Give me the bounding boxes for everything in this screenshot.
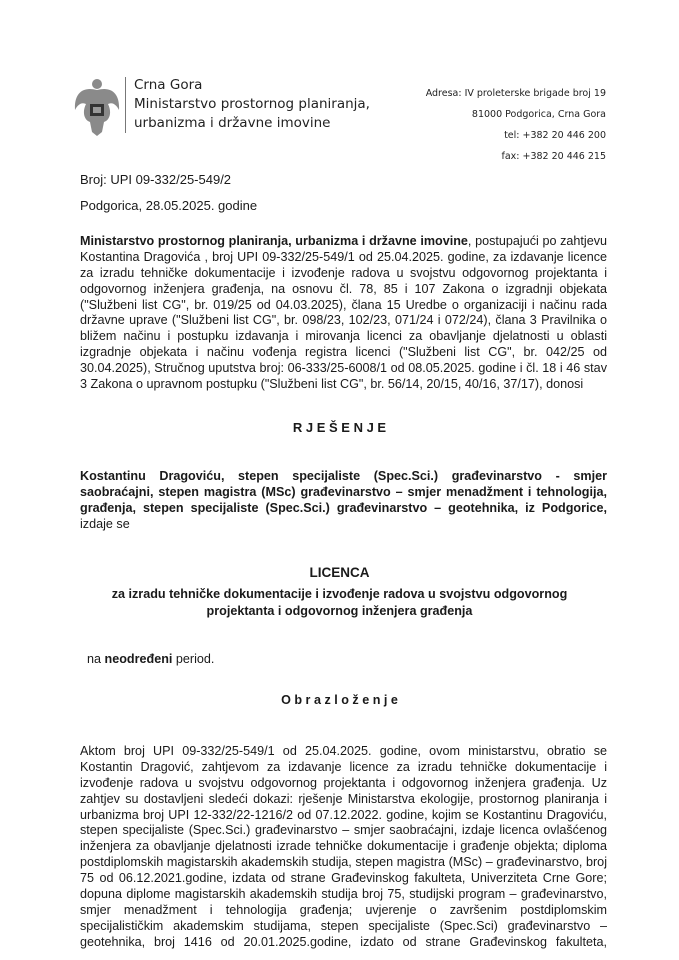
intro-line: 3 Zakona o upravnom postupku ("Službeni list CG", br. 56/14, 20/15, 40/16, 37/17), donosi xyxy=(80,377,584,392)
header-divider xyxy=(125,77,126,133)
address-block xyxy=(426,83,606,167)
org-line: urbanizma i državne imovine xyxy=(134,115,331,131)
intro-line: odgovornog inženjera građenja, na osnovu čl. 78, 85 i 107 Zakona o izgradnji objekata xyxy=(80,281,607,296)
recipient-line: saobraćajni, stepen magistra (MSc) građevinarstvo – smjer menadžment i tehnologija, xyxy=(80,484,607,499)
reasoning-line: Aktom broj UPI 09-332/25-549/1 od 25.04.2025. godine, ovom ministarstvu, obratio se xyxy=(80,744,607,758)
reasoning-line: zahtjev su dostavljeni sledeći dokazi: rješenje Ministarstva ekologije, prostornog planiranja i xyxy=(80,791,607,806)
reasoning-line: 75 od 06.12.2021.godine, izdata od strane Građevinskog fakulteta, Univerziteta Crne Gore; xyxy=(80,871,607,886)
recipient-line: Kostantinu Dragoviću, stepen specijaliste (Spec.Sci.) građevinarstvo - smjer xyxy=(80,469,607,483)
recipient-tail: izdaje se xyxy=(80,516,130,531)
org-line: Ministarstvo prostornog planiranja, xyxy=(134,96,370,112)
address-line: Adresa: IV proleterske brigade broj 19 xyxy=(425,88,606,99)
intro-line xyxy=(80,234,607,250)
reasoning-title: O b r a z l o ž e n j e xyxy=(281,693,398,707)
license-subtitle-line: za izradu tehničke dokumentacije i izvođenje radova u svojstvu odgovornog xyxy=(111,587,568,601)
intro-line: državne uprave ("Službeni list CG", br. 098/23, 102/23, 071/24 i 072/24), člana 3 Pravilnika o xyxy=(80,313,607,328)
period-post: period. xyxy=(172,652,215,666)
license-subtitle xyxy=(0,586,679,620)
reasoning-line: Kostantin Dragović, zahtjevom za izdavanje licence za izradu tehničke dokumentacije i xyxy=(80,759,607,774)
intro-paragraph xyxy=(80,234,607,393)
intro-line: ("Službeni list CG", br. 019/25 od 04.03.2025), člana 15 Uredbe o organizaciji i načinu rada xyxy=(80,297,607,312)
reasoning-line: geotehnika, broj 1416 od 20.01.2025.godine, izdato od strane Građevinskog fakulteta, xyxy=(80,934,607,949)
document-number: Broj: UPI 09-332/25-549/2 xyxy=(80,172,232,187)
address-line: 81000 Podgorica, Crna Gora xyxy=(471,109,606,120)
coat-of-arms-logo xyxy=(72,76,122,140)
reasoning-line: urbanizma broj UPI 12-332/22-1216/2 od 07.12.2022. godine, kojim se Kostantinu Dragoviću, xyxy=(80,807,607,822)
reasoning-line: specijalističkim akademskim studijama, stepen specijaliste (Spec.Sci) građevinarstvo – xyxy=(80,918,607,933)
license-subtitle-line: projektanta i odgovornog inženjera građenja xyxy=(206,604,473,618)
decision-title: R J E Š E N J E xyxy=(292,420,387,435)
intro-line: Kostantina Dragovića , broj UPI 09-332/25-549/1 od 25.04.2025. godine, za izdavanje licence xyxy=(80,249,607,264)
reasoning-line: inženjera za obavljanje djelatnosti izrade tehničke dokumentacije i građenje objekta; diploma xyxy=(80,839,607,854)
reasoning-line: izvođenje radova u svojstvu odgovornog projektanta i odgovornog inženjera građenja. Uz xyxy=(80,775,607,790)
fax-line: fax: +382 20 446 215 xyxy=(501,151,606,162)
license-period xyxy=(87,652,214,666)
organization-name xyxy=(134,76,370,133)
reasoning-line: smjer menadžment i tehnologija građenja; uvjerenje o završenim postdiplomskim xyxy=(80,902,607,917)
intro-line: za izradu tehničke dokumentacije i izvođenje radova u svojstvu odgovornog projektanta i xyxy=(80,265,607,280)
intro-text: , postupajući po zahtjevu xyxy=(467,234,608,248)
recipient-line: građenja, stepen specijaliste (Spec.Sci.) građevinarstvo – geotehnika, iz Podgorice, xyxy=(80,500,607,515)
reasoning-paragraph xyxy=(80,743,607,950)
intro-line: 30.04.2025), Stručnog uputstva broj: 06-333/25-6008/1 od 08.05.2025. godine i čl. 18 i 46 stav xyxy=(80,361,607,376)
ministry-name: Ministarstvo prostornog planiranja, urbanizma i državne imovine xyxy=(80,234,468,248)
period-pre: na xyxy=(87,652,105,666)
intro-line: izgradnje objekata i načinu vođenja registra licenci ("Službeni list CG", br. 042/25 od xyxy=(80,345,607,360)
intro-line: bližem načinu i postupku izdavanja i mirovanja licenci za obavljanje djelatnosti u oblasti xyxy=(80,329,607,344)
reasoning-line: stepen specijaliste (Spec.Sci.) građevinarstvo – smjer saobraćajni, izdaje licenca ovlašćenog xyxy=(80,823,607,838)
org-line: Crna Gora xyxy=(134,77,203,93)
reasoning-line: postdiplomskih magistarskih akademskih studija, stepen magistra (MSc) – građevinarstvo, broj xyxy=(80,855,607,870)
phone-line: tel: +382 20 446 200 xyxy=(504,130,606,141)
place-date: Podgorica, 28.05.2025. godine xyxy=(80,198,258,213)
license-title: LICENCA xyxy=(309,565,370,580)
period-value: neodređeni xyxy=(104,652,173,666)
recipient-paragraph xyxy=(80,468,607,532)
reasoning-line: dopuna diplome magistarskih akademskih studija broj 75, studijski program – građevinarstvo, xyxy=(80,887,607,902)
